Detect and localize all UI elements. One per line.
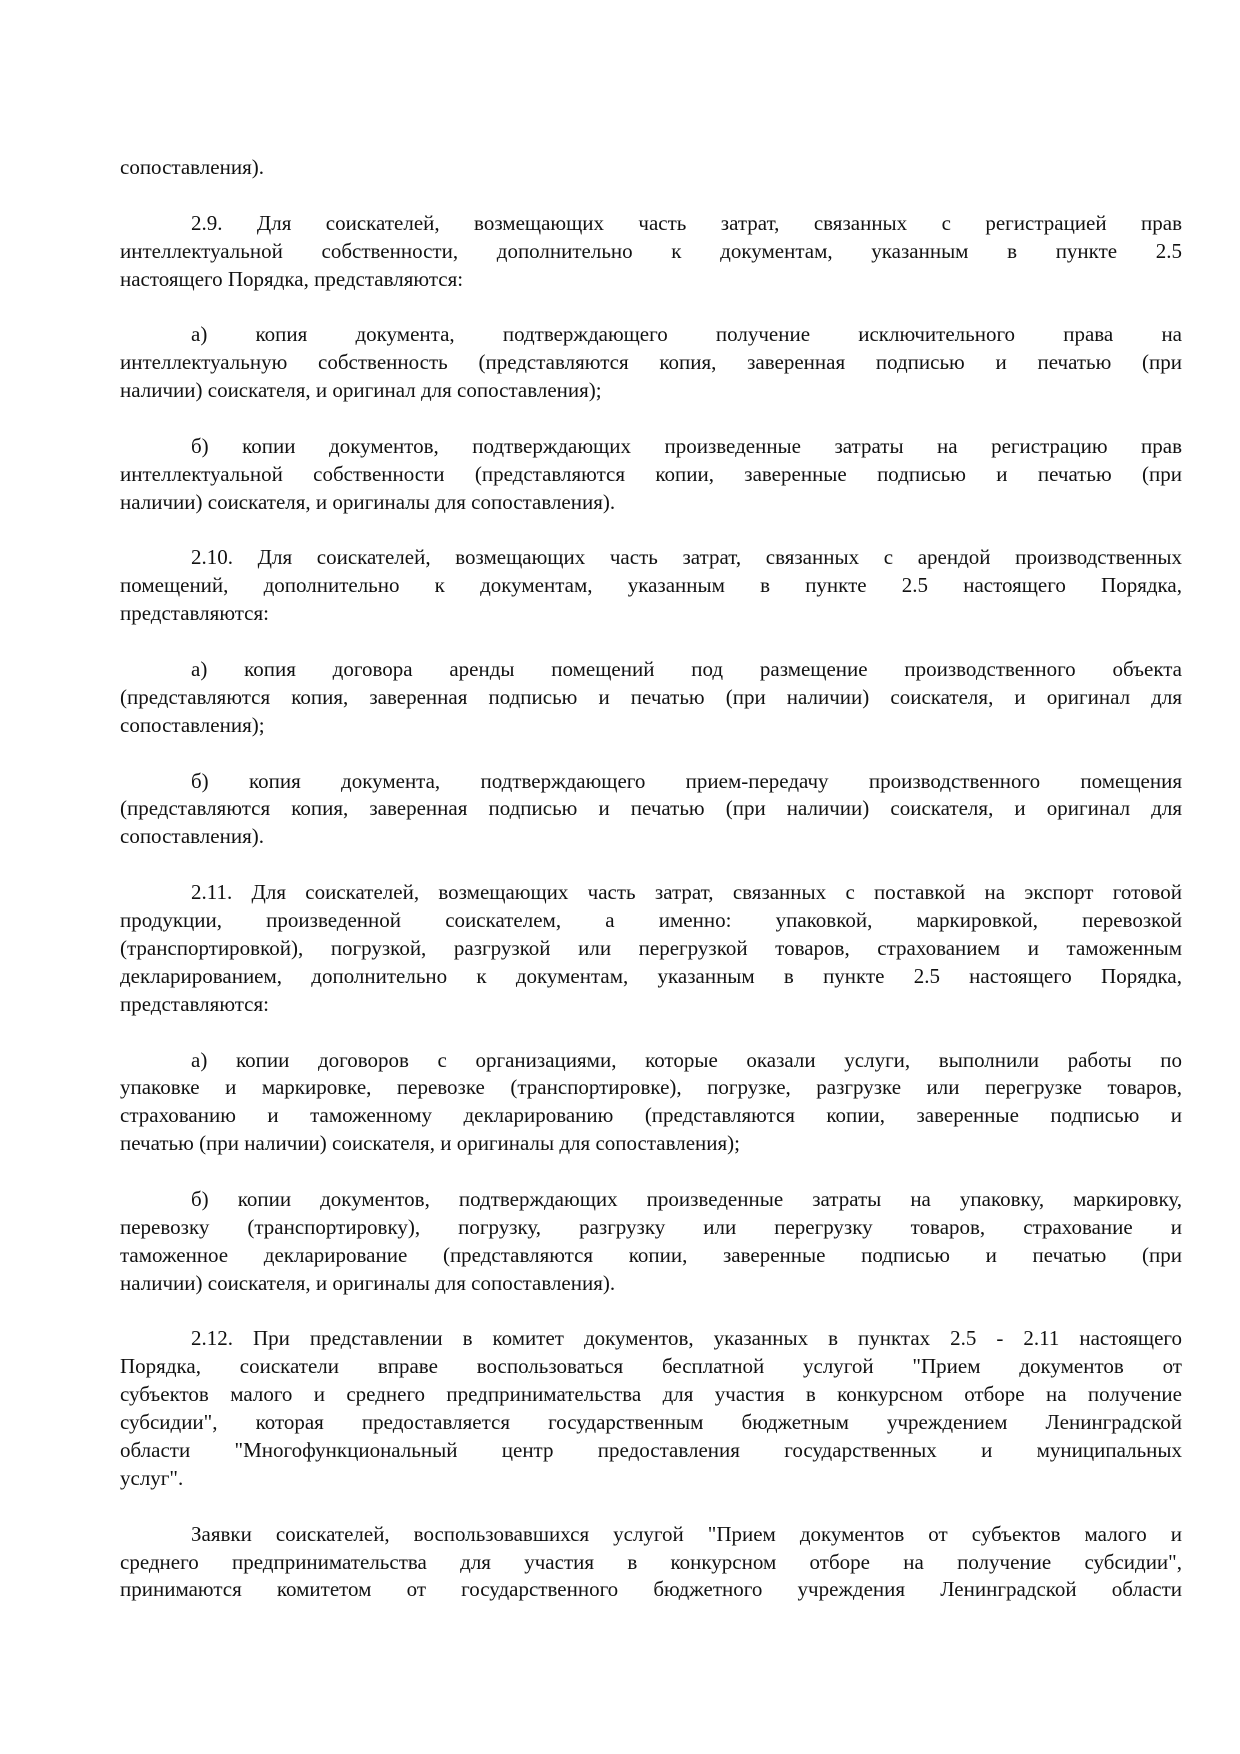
text-line: настоящего Порядка, представляются: xyxy=(120,266,464,291)
text-line: интеллектуальной собственности, дополнительно к документам, указанным в пункте 2.5 xyxy=(120,238,1182,263)
text-line: 2.11. Для соискателей, возмещающих часть затрат, связанных с поставкой на экспорт готовой xyxy=(191,880,1182,905)
text-line: области "Многофункциональный центр предоставления государственных и муниципальных xyxy=(120,1437,1182,1462)
paragraph xyxy=(120,1186,1182,1298)
text-line: (представляются копия, заверенная подписью и печатью (при наличии) соискателя, и оригинал для xyxy=(120,684,1182,709)
paragraph xyxy=(120,1521,1182,1605)
text-line: декларированием, дополнительно к документам, указанным в пункте 2.5 настоящего Порядка, xyxy=(120,963,1182,988)
text-line: среднего предпринимательства для участия в конкурсном отборе на получение субсидии", xyxy=(120,1549,1182,1574)
paragraph xyxy=(120,1047,1182,1159)
text-line: б) копии документов, подтверждающих произведенные затраты на упаковку, маркировку, xyxy=(191,1186,1182,1211)
paragraph xyxy=(120,768,1182,852)
text-line: сопоставления). xyxy=(120,155,264,179)
paragraph xyxy=(120,210,1182,294)
text-line: сопоставления). xyxy=(120,824,264,849)
paragraph xyxy=(120,656,1182,740)
text-line: а) копия договора аренды помещений под размещение производственного объекта xyxy=(191,657,1182,682)
paragraph xyxy=(120,433,1182,517)
paragraph xyxy=(120,879,1182,1018)
paragraph xyxy=(120,544,1182,628)
text-line: представляются: xyxy=(120,601,269,626)
paragraph xyxy=(120,154,1182,182)
text-line: Заявки соискателей, воспользовавшихся услугой "Прием документов от субъектов малого и xyxy=(191,1521,1182,1546)
text-line: принимаются комитетом от государственного бюджетного учреждения Ленинградской области xyxy=(120,1577,1182,1602)
text-line: продукции, произведенной соискателем, а именно: упаковкой, маркировкой, перевозкой xyxy=(120,908,1182,933)
text-line: 2.12. При представлении в комитет документов, указанных в пунктах 2.5 - 2.11 настоящего xyxy=(191,1326,1182,1351)
text-line: наличии) соискателя, и оригиналы для сопоставления). xyxy=(120,1270,616,1295)
text-line: интеллектуальную собственность (представляются копия, заверенная подписью и печатью (при xyxy=(120,350,1182,375)
text-line: интеллектуальной собственности (представляются копии, заверенные подписью и печатью (при xyxy=(120,461,1182,486)
document-page xyxy=(120,154,1182,1632)
text-line: помещений, дополнительно к документам, указанным в пункте 2.5 настоящего Порядка, xyxy=(120,573,1182,598)
text-line: представляются: xyxy=(120,991,269,1016)
text-line: сопоставления); xyxy=(120,712,265,737)
text-line: услуг". xyxy=(120,1465,184,1490)
paragraph xyxy=(120,321,1182,405)
text-line: страхованию и таможенному декларированию (представляются копии, заверенные подписью и xyxy=(120,1103,1182,1128)
text-line: субъектов малого и среднего предпринимательства для участия в конкурсном отборе на получение xyxy=(120,1382,1182,1407)
text-line: наличии) соискателя, и оригинал для сопоставления); xyxy=(120,378,602,403)
text-line: 2.10. Для соискателей, возмещающих часть затрат, связанных с арендой производственных xyxy=(191,545,1182,570)
text-line: а) копия документа, подтверждающего получение исключительного права на xyxy=(191,322,1182,347)
text-line: субсидии", которая предоставляется государственным бюджетным учреждением Ленинградской xyxy=(120,1410,1182,1435)
text-line: (представляются копия, заверенная подписью и печатью (при наличии) соискателя, и оригинал для xyxy=(120,796,1182,821)
paragraph xyxy=(120,1325,1182,1492)
text-line: 2.9. Для соискателей, возмещающих часть затрат, связанных с регистрацией прав xyxy=(191,210,1182,235)
text-line: наличии) соискателя, и оригиналы для сопоставления). xyxy=(120,489,616,514)
text-line: Порядка, соискатели вправе воспользоваться бесплатной услугой "Прием документов от xyxy=(120,1354,1182,1379)
text-line: (транспортировкой), погрузкой, разгрузкой или перегрузкой товаров, страхованием и таможенным xyxy=(120,935,1182,960)
text-line: упаковке и маркировке, перевозке (транспортировке), погрузке, разгрузке или перегрузке товаров, xyxy=(120,1075,1182,1100)
text-line: б) копия документа, подтверждающего прием-передачу производственного помещения xyxy=(191,768,1182,793)
text-line: перевозку (транспортировку), погрузку, разгрузку или перегрузку товаров, страхование и xyxy=(120,1214,1182,1239)
text-line: печатью (при наличии) соискателя, и оригиналы для сопоставления); xyxy=(120,1131,741,1156)
text-line: а) копии договоров с организациями, которые оказали услуги, выполнили работы по xyxy=(191,1047,1182,1072)
text-line: б) копии документов, подтверждающих произведенные затраты на регистрацию прав xyxy=(191,433,1182,458)
text-line: таможенное декларирование (представляются копии, заверенные подписью и печатью (при xyxy=(120,1242,1182,1267)
